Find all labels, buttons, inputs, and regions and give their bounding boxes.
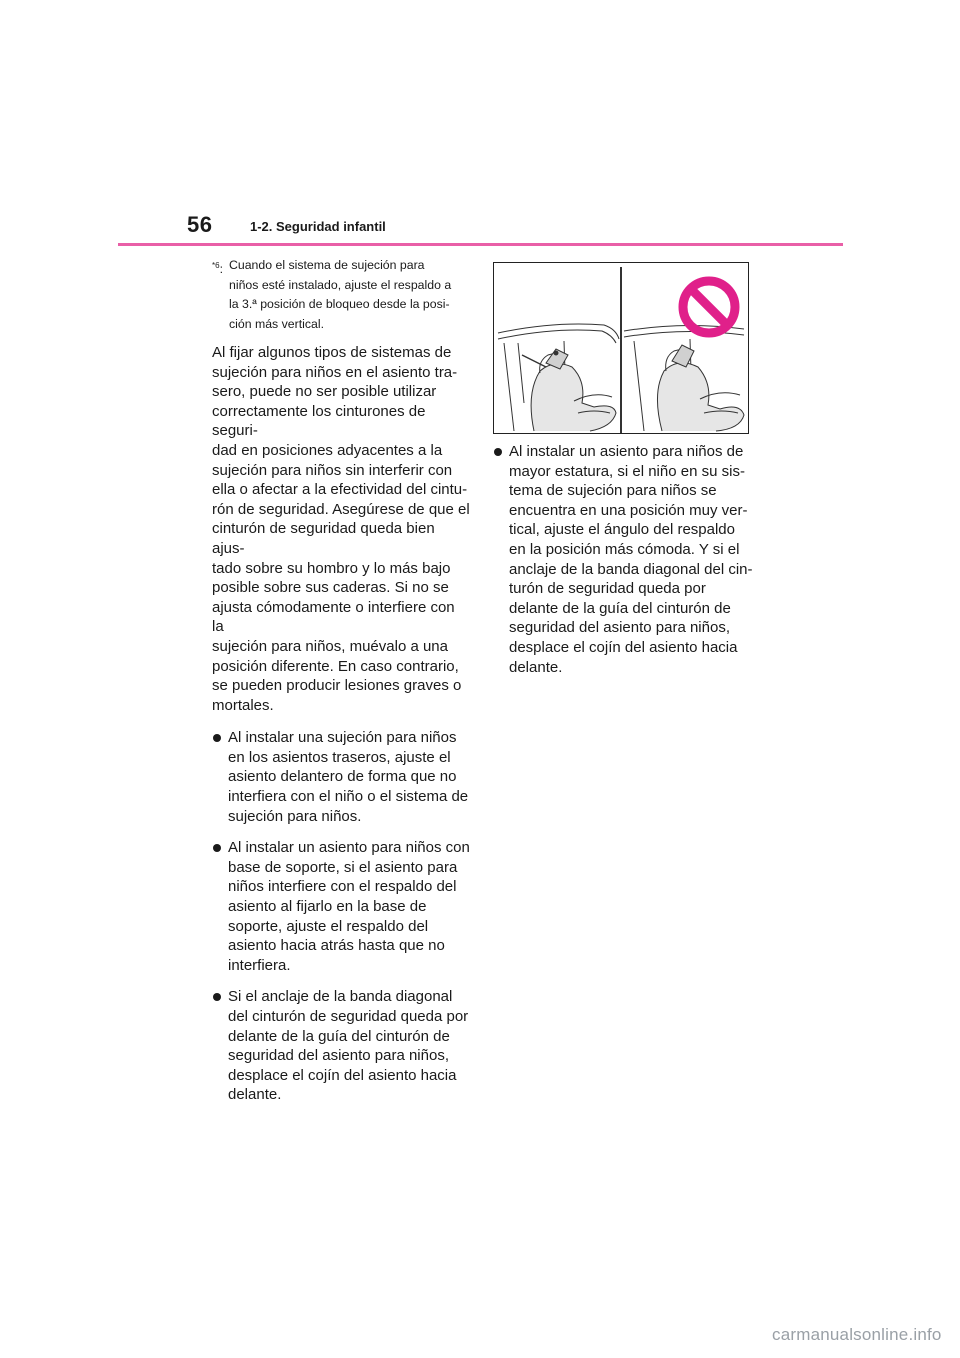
bullet-line: turón de seguridad queda por xyxy=(509,580,706,598)
bullet-dot-icon xyxy=(212,987,228,1105)
bullet-item xyxy=(493,442,755,677)
bullet-line: seguridad del asiento para niños, xyxy=(228,1047,449,1065)
paragraph-line: ella o afectar a la efectividad del cintu- xyxy=(212,481,468,499)
footnote-line: niños esté instalado, ajuste el respaldo a xyxy=(229,277,452,292)
bullet-dot-icon xyxy=(212,728,228,826)
bullet-line: en la posición más cómoda. Y si el xyxy=(509,540,740,558)
bullet-line: Al instalar un asiento para niños con xyxy=(228,839,470,857)
section-title: 1-2. Seguridad infantil xyxy=(250,219,386,234)
child-seat-illustration xyxy=(493,262,749,434)
watermark: carmanualsonline.info xyxy=(772,1325,942,1344)
bullet-line: delante de la guía del cinturón de xyxy=(509,599,731,617)
bullet-dot-icon xyxy=(493,442,509,677)
bullet-line: en los asientos traseros, ajuste el xyxy=(228,748,451,766)
footnote-line: Cuando el sistema de sujeción para xyxy=(229,258,425,272)
bullet-line: delante. xyxy=(509,658,563,676)
bullet-line: Si el anclaje de la banda diagonal xyxy=(228,988,453,1006)
bullet-item xyxy=(212,987,470,1105)
paragraph-line: posible sobre sus caderas. Si no se xyxy=(212,579,449,597)
bullet-line: delante. xyxy=(228,1086,282,1104)
bullet-line: sujeción para niños. xyxy=(228,807,362,825)
footnote-line: ción más vertical. xyxy=(229,316,324,331)
bullet-line: interfiera con el niño o el sistema de xyxy=(228,788,469,806)
paragraph-line: sujeción para niños en el asiento tra- xyxy=(212,363,458,381)
paragraph-line: sujeción para niños sin interferir con xyxy=(212,461,453,479)
paragraph-line: sero, puede no ser posible utilizar xyxy=(212,383,437,401)
bullet-line: asiento delantero de forma que no xyxy=(228,768,457,786)
paragraph-line: cinturón de seguridad queda bien ajus- xyxy=(212,520,435,557)
header-divider xyxy=(118,243,843,246)
bullet-line: base de soporte, si el asiento para xyxy=(228,858,458,876)
footnote-text xyxy=(229,256,451,334)
paragraph-line: sujeción para niños, muévalo a una xyxy=(212,637,448,655)
bullet-line: soporte, ajuste el respaldo del xyxy=(228,917,429,935)
warning-paragraph xyxy=(212,343,470,715)
bullet-line: asiento hacia atrás hasta que no xyxy=(228,937,445,955)
bullet-line: Al instalar un asiento para niños de xyxy=(509,443,744,460)
prohibited-sign-icon xyxy=(683,281,735,333)
right-column xyxy=(493,262,755,689)
bullet-line: Al instalar una sujeción para niños xyxy=(228,729,457,747)
bullet-line: desplace el cojín del asiento hacia xyxy=(228,1066,457,1084)
bullet-line: anclaje de la banda diagonal del cin- xyxy=(509,560,753,578)
child-seat-drawing xyxy=(494,263,750,435)
paragraph-line: posición diferente. En caso contrario, xyxy=(212,657,459,675)
bullet-line: desplace el cojín del asiento hacia xyxy=(509,638,738,656)
bullet-line: seguridad del asiento para niños, xyxy=(509,619,730,637)
footnote xyxy=(212,256,470,334)
bullet-line: delante de la guía del cinturón de xyxy=(228,1027,450,1045)
bullet-line: del cinturón de seguridad queda por xyxy=(228,1008,469,1025)
paragraph-line: rón de seguridad. Asegúrese de que el xyxy=(212,500,470,518)
paragraph-line: Al fijar algunos tipos de sistemas de xyxy=(212,344,452,361)
footnote-line: la 3.ª posición de bloqueo desde la posi- xyxy=(229,297,450,311)
bullet-line: asiento al fijarlo en la base de xyxy=(228,898,427,916)
paragraph-line: mortales. xyxy=(212,696,274,714)
paragraph-line: se pueden producir lesiones graves o xyxy=(212,677,462,695)
left-column xyxy=(212,256,470,1117)
bullet-line: tical, ajuste el ángulo del respaldo xyxy=(509,521,735,539)
bullet-line: encuentra en una posición muy ver- xyxy=(509,501,748,519)
bullet-line: niños interfiere con el respaldo del xyxy=(228,878,457,896)
page-number: 56 xyxy=(187,212,213,237)
paragraph-line: tado sobre su hombro y lo más bajo xyxy=(212,559,451,577)
bullet-dot-icon xyxy=(212,838,228,975)
footnote-mark: $^{*6}$: xyxy=(212,261,223,277)
bullet-item xyxy=(212,728,470,826)
bullet-line: mayor estatura, si el niño en su sis- xyxy=(509,462,745,480)
bullet-item xyxy=(212,838,470,975)
bullet-line: tema de sujeción para niños se xyxy=(509,482,717,500)
paragraph-line: correctamente los cinturones de seguri- xyxy=(212,402,426,440)
bullet-line: interfiera. xyxy=(228,956,291,974)
paragraph-line: dad en posiciones adyacentes a la xyxy=(212,441,443,459)
paragraph-line: ajusta cómodamente o interfiere con la xyxy=(212,598,455,636)
